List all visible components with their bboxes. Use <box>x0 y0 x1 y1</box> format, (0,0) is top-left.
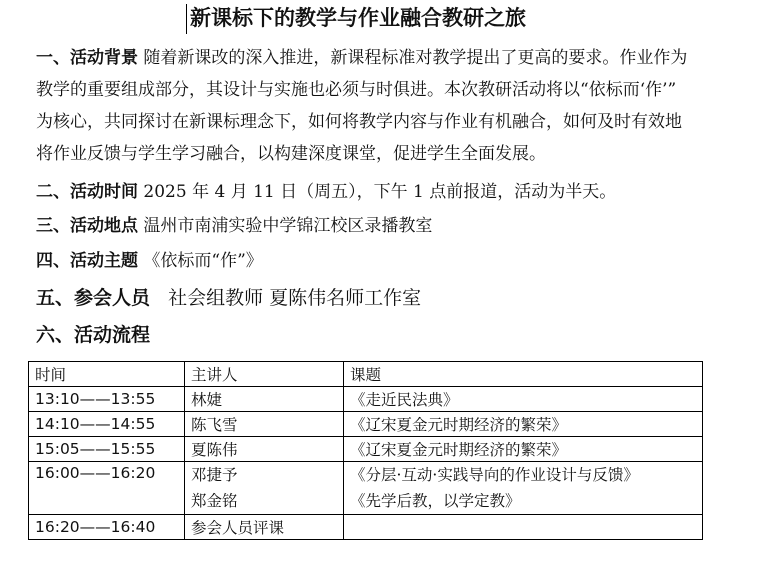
header-time: 时间 <box>29 362 185 387</box>
table-header-row <box>29 362 703 387</box>
background-line-4: 将作业反馈与学生学习融合，以构建深度课堂，促进学生全面发展。 <box>36 144 546 164</box>
time-paragraph <box>36 176 732 208</box>
process-paragraph <box>36 319 732 351</box>
document-title: 新课标下的教学与作业融合教研之旅 <box>190 6 526 30</box>
text-cursor <box>186 4 187 34</box>
cell-topic: 《走近民法典》 <box>344 387 703 412</box>
cell-time: 16:00——16:20 <box>29 462 185 515</box>
cell-topic: 《辽宋夏金元时期经济的繁荣》 <box>344 437 703 462</box>
background-heading: 一、活动背景 <box>36 48 138 68</box>
cell-speaker: 陈飞雪 <box>185 412 344 437</box>
table-row <box>29 437 703 462</box>
cell-topic <box>344 515 703 540</box>
table-row <box>29 387 703 412</box>
header-speaker: 主讲人 <box>185 362 344 387</box>
cell-time: 16:20——16:40 <box>29 515 185 540</box>
cell-speaker: 夏陈伟 <box>185 437 344 462</box>
cell-topic: 《先学后教，以学定教》 <box>350 492 521 510</box>
time-text: 2025 年 4 月 11 日（周五），下午 1 点前报道，活动为半天。 <box>143 182 617 202</box>
background-line-2: 教学的重要组成部分，其设计与实施也必须与时俱进。本次教研活动将以“依标而‘作’” <box>36 80 677 100</box>
cell-speaker: 林婕 <box>185 387 344 412</box>
cell-topic: 《分层·互动·实践导向的作业设计与反馈》 <box>350 466 639 484</box>
schedule-table <box>28 361 703 540</box>
location-text: 温州市南浦实验中学锦江校区录播教室 <box>143 216 433 236</box>
table-row <box>29 515 703 540</box>
location-paragraph <box>36 210 732 242</box>
cell-speaker: 郑金铭 <box>191 492 238 510</box>
background-line-3: 为核心，共同探讨在新课标理念下，如何将教学内容与作业有机融合，如何及时有效地 <box>36 112 682 132</box>
participants-paragraph <box>36 282 732 314</box>
cell-speakers <box>185 462 344 515</box>
cell-speaker: 参会人员评课 <box>185 515 344 540</box>
participants-text: 社会组教师 夏陈伟名师工作室 <box>168 287 422 309</box>
cell-time: 14:10——14:55 <box>29 412 185 437</box>
cell-speaker: 邓捷予 <box>191 466 238 484</box>
header-topic: 课题 <box>344 362 703 387</box>
theme-text: 《依标而“作”》 <box>143 251 263 271</box>
time-heading: 二、活动时间 <box>36 182 138 202</box>
background-text-1: 随着新课改的深入推进，新课程标准对教学提出了更高的要求。作业作为 <box>143 48 688 68</box>
cell-topic: 《辽宋夏金元时期经济的繁荣》 <box>344 412 703 437</box>
theme-paragraph <box>36 245 732 277</box>
cell-topics <box>344 462 703 515</box>
table-row <box>29 462 703 515</box>
location-heading: 三、活动地点 <box>36 216 138 236</box>
cell-time: 15:05——15:55 <box>29 437 185 462</box>
theme-heading: 四、活动主题 <box>36 251 138 271</box>
cell-time: 13:10——13:55 <box>29 387 185 412</box>
participants-heading: 五、参会人员 <box>36 287 151 309</box>
table-row <box>29 412 703 437</box>
background-line-1 <box>36 42 732 74</box>
process-heading: 六、活动流程 <box>36 324 151 346</box>
